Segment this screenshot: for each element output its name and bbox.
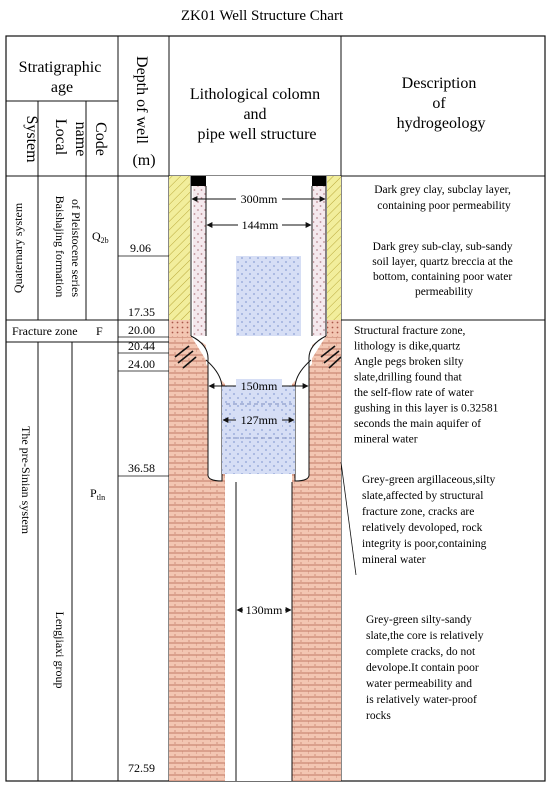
screen-zone-upper xyxy=(236,256,301,336)
fracture-zone-label: Fracture zone xyxy=(12,324,78,338)
header-code: Code xyxy=(92,122,109,156)
description-2: Dark grey sub-clay, sub-sandy soil layer, quartz breccia at the bottom, containing poor water permeability xyxy=(372,241,513,298)
depth-17-35: 17.35 xyxy=(128,305,155,319)
header-description: Description of hydrogeology xyxy=(396,75,486,132)
depth-9-06: 9.06 xyxy=(130,241,151,255)
dim-144-label: 144mm xyxy=(241,218,279,232)
baishajing-label: Baishajing formation of Pleistocene series xyxy=(53,195,83,298)
dim-127-label: 127mm xyxy=(240,413,278,427)
depth-20-00: 20.00 xyxy=(128,323,155,337)
chart-title: ZK01 Well Structure Chart xyxy=(180,8,344,24)
lithology-column xyxy=(169,176,341,781)
p-code-label: $P_{tln}$ xyxy=(90,486,106,502)
header-depth-unit: (m) xyxy=(132,152,156,169)
header-stratigraphic-age: Stratigraphic age xyxy=(18,59,102,96)
dim-300-label: 300mm xyxy=(240,192,278,206)
quaternary-system-label: Quaternary system xyxy=(11,202,25,294)
header-local-name: Local name xyxy=(52,118,89,157)
presinian-label: The pre-Sinian system xyxy=(19,426,33,534)
lengjiaxi-label: Lengjiaxi group xyxy=(53,611,67,689)
dim-130-label: 130mm xyxy=(245,603,283,617)
depth-72-59: 72.59 xyxy=(128,761,155,775)
header-system: System xyxy=(23,115,40,163)
dim-150-label: 150mm xyxy=(240,379,278,393)
description-5: Grey-green silty-sandy slate,the core is relatively complete cracks, do not devolope.It contain poor water permeability and is relatively water-proof rocks xyxy=(366,614,484,722)
header-lithology: Lithological colomn and pipe well structure xyxy=(189,86,321,143)
cement-left xyxy=(193,186,206,336)
depth-36-58: 36.58 xyxy=(128,461,155,475)
cement-right xyxy=(313,186,326,336)
casing-cap-left xyxy=(191,176,206,186)
desc-arrow-line xyxy=(341,462,356,575)
casing-cap-right xyxy=(312,176,326,186)
depth-20-44: 20.44 xyxy=(128,339,155,353)
description-4: Grey-green argillaceous,silty slate,affected by structural fracture zone, cracks are relatively devoloped, rock integrity is poor,containing mineral water xyxy=(362,474,496,566)
description-3: Structural fracture zone, lithology is dike,quartz Angle pegs broken silty slate,drilling found that the self-flow rate of water gushing in this layer is 0.32581 seconds the main aquifer of mineral water xyxy=(354,325,499,446)
screen-zone-lower xyxy=(222,386,295,474)
q-code-label: $Q_{2b}$ xyxy=(92,229,109,245)
depth-scale xyxy=(118,241,169,775)
f-code-label: F xyxy=(96,324,103,338)
depth-24-00: 24.00 xyxy=(128,357,155,371)
description-1: Dark grey clay, subclay layer, containing poor permeability xyxy=(374,184,511,212)
header-depth: Depth of well xyxy=(133,56,150,144)
